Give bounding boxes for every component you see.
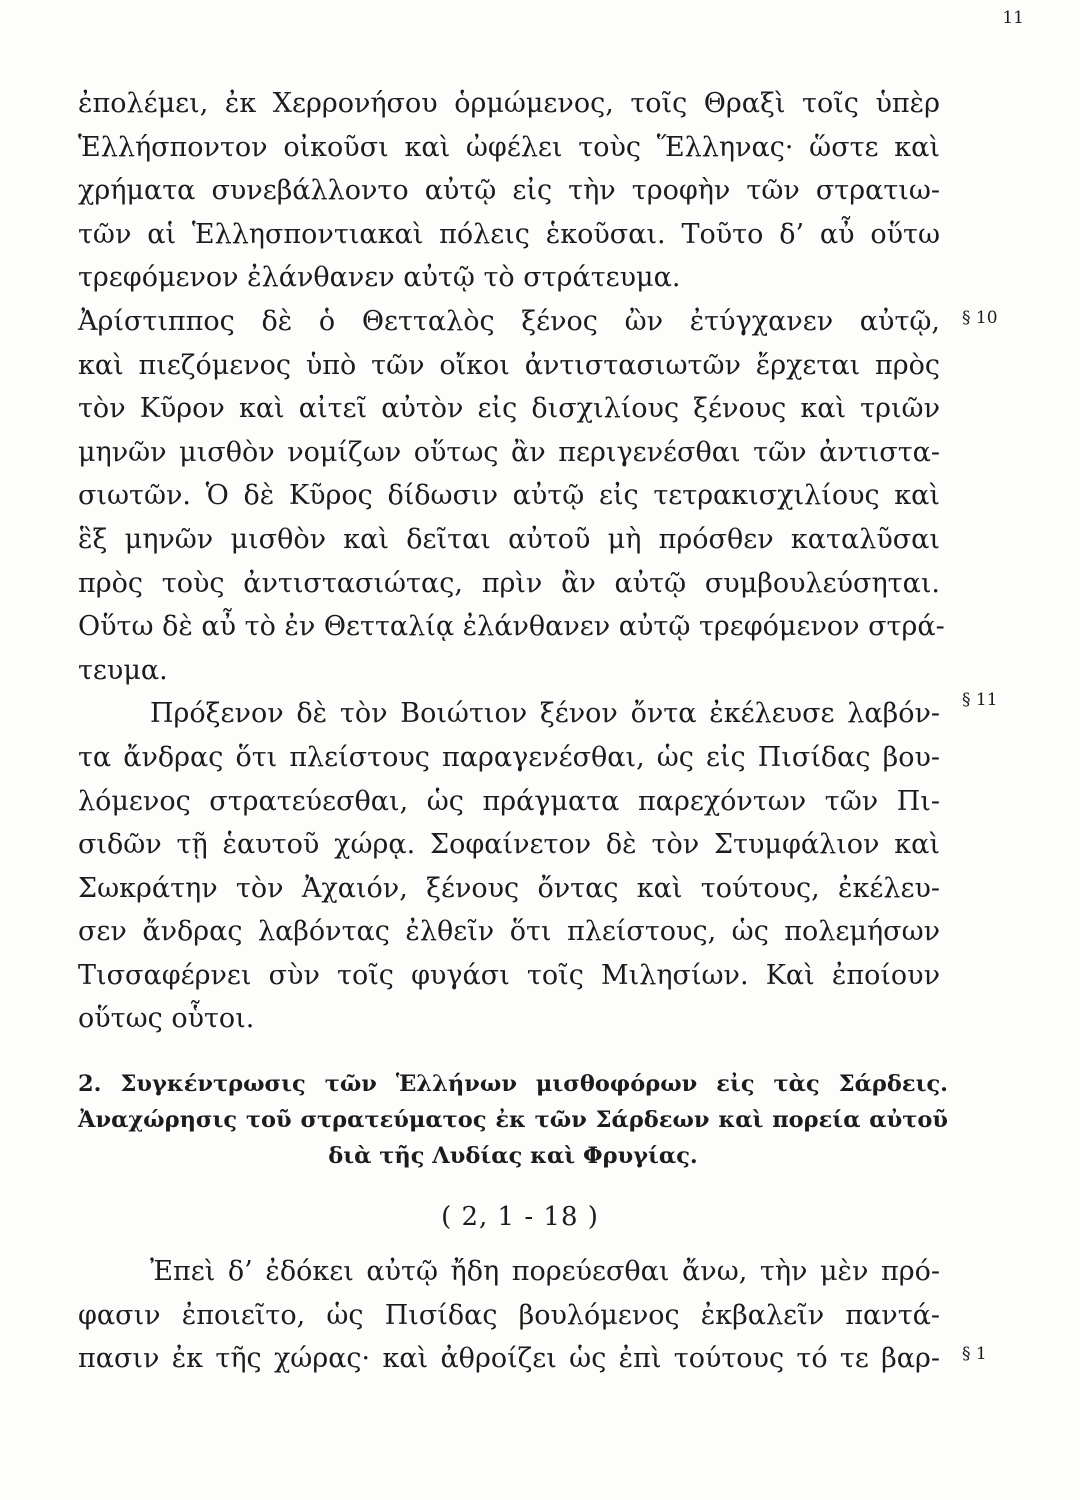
main-text (78, 82, 945, 1041)
heading-line: διὰ τῆς Λυδίας καὶ Φρυγίας. (328, 1143, 698, 1169)
text-line: μηνῶν μισθὸν νομίζων οὕτως ἂν περιγενέσθαι τῶν ἀντιστα- (78, 436, 940, 468)
section-mark-11: § 11 (962, 690, 998, 710)
section-mark-1: § 1 (962, 1344, 987, 1364)
main-text-continued (78, 1250, 940, 1381)
text-line: Τισσαφέρνει σὺν τοῖς φυγάσι τοῖς Μιλησίων. Καὶ ἐποίουν (78, 959, 940, 991)
text-line: τὸν Κῦρον καὶ αἰτεῖ αὐτὸν εἰς δισχιλίους ξένους καὶ τριῶν (78, 393, 940, 425)
text-line: ἓξ μηνῶν μισθὸν καὶ δεῖται αὐτοῦ μὴ πρόσθεν καταλῦσαι (78, 523, 940, 555)
heading-line: Ἀναχώρησις τοῦ στρατεύματος ἐκ τῶν Σάρδεων καὶ πορεία αὐτοῦ (78, 1107, 948, 1133)
text-line: τρεφόμενον ἐλάνθανεν αὐτῷ τὸ στράτευμα. (78, 262, 681, 294)
text-line: Ἑλλήσποντον οἰκοῦσι καὶ ὠφέλει τοὺς Ἕλληνας· ὥστε καὶ (78, 131, 940, 163)
text-line: πρὸς τοὺς ἀντιστασιώτας, πρὶν ἂν αὐτῷ συμβουλεύσηται. (78, 567, 940, 599)
text-line: Πρόξενον δὲ τὸν Βοιώτιον ξένον ὄντα ἐκέλευσε λαβόν- (150, 698, 940, 730)
text-line: σιδῶν τῇ ἑαυτοῦ χώρᾳ. Σοφαίνετον δὲ τὸν Στυμφάλιον καὶ (78, 829, 940, 861)
text-line: Ἀρίστιππος δὲ ὁ Θετταλὸς ξένος ὢν ἐτύγχανεν αὐτῷ, (78, 305, 940, 337)
text-line: φασιν ἐποιεῖτο, ὡς Πισίδας βουλόμενος ἐκβαλεῖν παντά- (78, 1299, 940, 1331)
text-line: Οὕτω δὲ αὖ τὸ ἐν Θετταλίᾳ ἐλάνθανεν αὐτῷ τρεφόμενον στρά- (78, 611, 945, 643)
text-line: τῶν αἱ Ἑλλησποντιακαὶ πόλεις ἑκοῦσαι. Τοῦτο δ’ αὖ οὕτω (78, 218, 940, 250)
passage-reference: ( 2, 1 - 18 ) (441, 1202, 599, 1232)
text-line: καὶ πιεζόμενος ὑπὸ τῶν οἴκοι ἀντιστασιωτῶν ἔρχεται πρὸς (78, 349, 940, 381)
text-line: σεν ἄνδρας λαβόντας ἐλθεῖν ὅτι πλείστους, ὡς πολεμήσων (78, 916, 940, 948)
text-line: λόμενος στρατεύεσθαι, ὡς πράγματα παρεχόντων τῶν Πι- (78, 785, 940, 817)
section-mark-10: § 10 (962, 308, 998, 328)
section-heading (78, 1066, 948, 1174)
page-number: 11 (1002, 8, 1024, 28)
text-line: χρήματα συνεβάλλοντο αὐτῷ εἰς τὴν τροφὴν τῶν στρατιω- (78, 175, 940, 207)
text-line: πασιν ἐκ τῆς χώρας· καὶ ἀθροίζει ὡς ἐπὶ τούτους τό τε βαρ- (78, 1343, 940, 1375)
text-line: σιωτῶν. Ὁ δὲ Κῦρος δίδωσιν αὐτῷ εἰς τετρακισχιλίους καὶ (78, 480, 940, 512)
text-line: οὕτως οὗτοι. (78, 1003, 255, 1035)
text-line: Ἐπεὶ δ’ ἐδόκει αὐτῷ ἤδη πορεύεσθαι ἄνω, τὴν μὲν πρό- (150, 1256, 940, 1287)
heading-line: 2. Συγκέντρωσις τῶν Ἑλλήνων μισθοφόρων εἰς τὰς Σάρδεις. (78, 1071, 948, 1097)
text-line: τευμα. (78, 654, 168, 686)
text-line: Σωκράτην τὸν Ἀχαιόν, ξένους ὄντας καὶ τούτους, ἐκέλευ- (78, 872, 940, 904)
text-line: ἐπολέμει, ἐκ Χερρονήσου ὁρμώμενος, τοῖς Θραξὶ τοῖς ὑπὲρ (78, 88, 940, 119)
text-line: τα ἄνδρας ὅτι πλείστους παραγενέσθαι, ὡς εἰς Πισίδας βου- (78, 741, 940, 773)
